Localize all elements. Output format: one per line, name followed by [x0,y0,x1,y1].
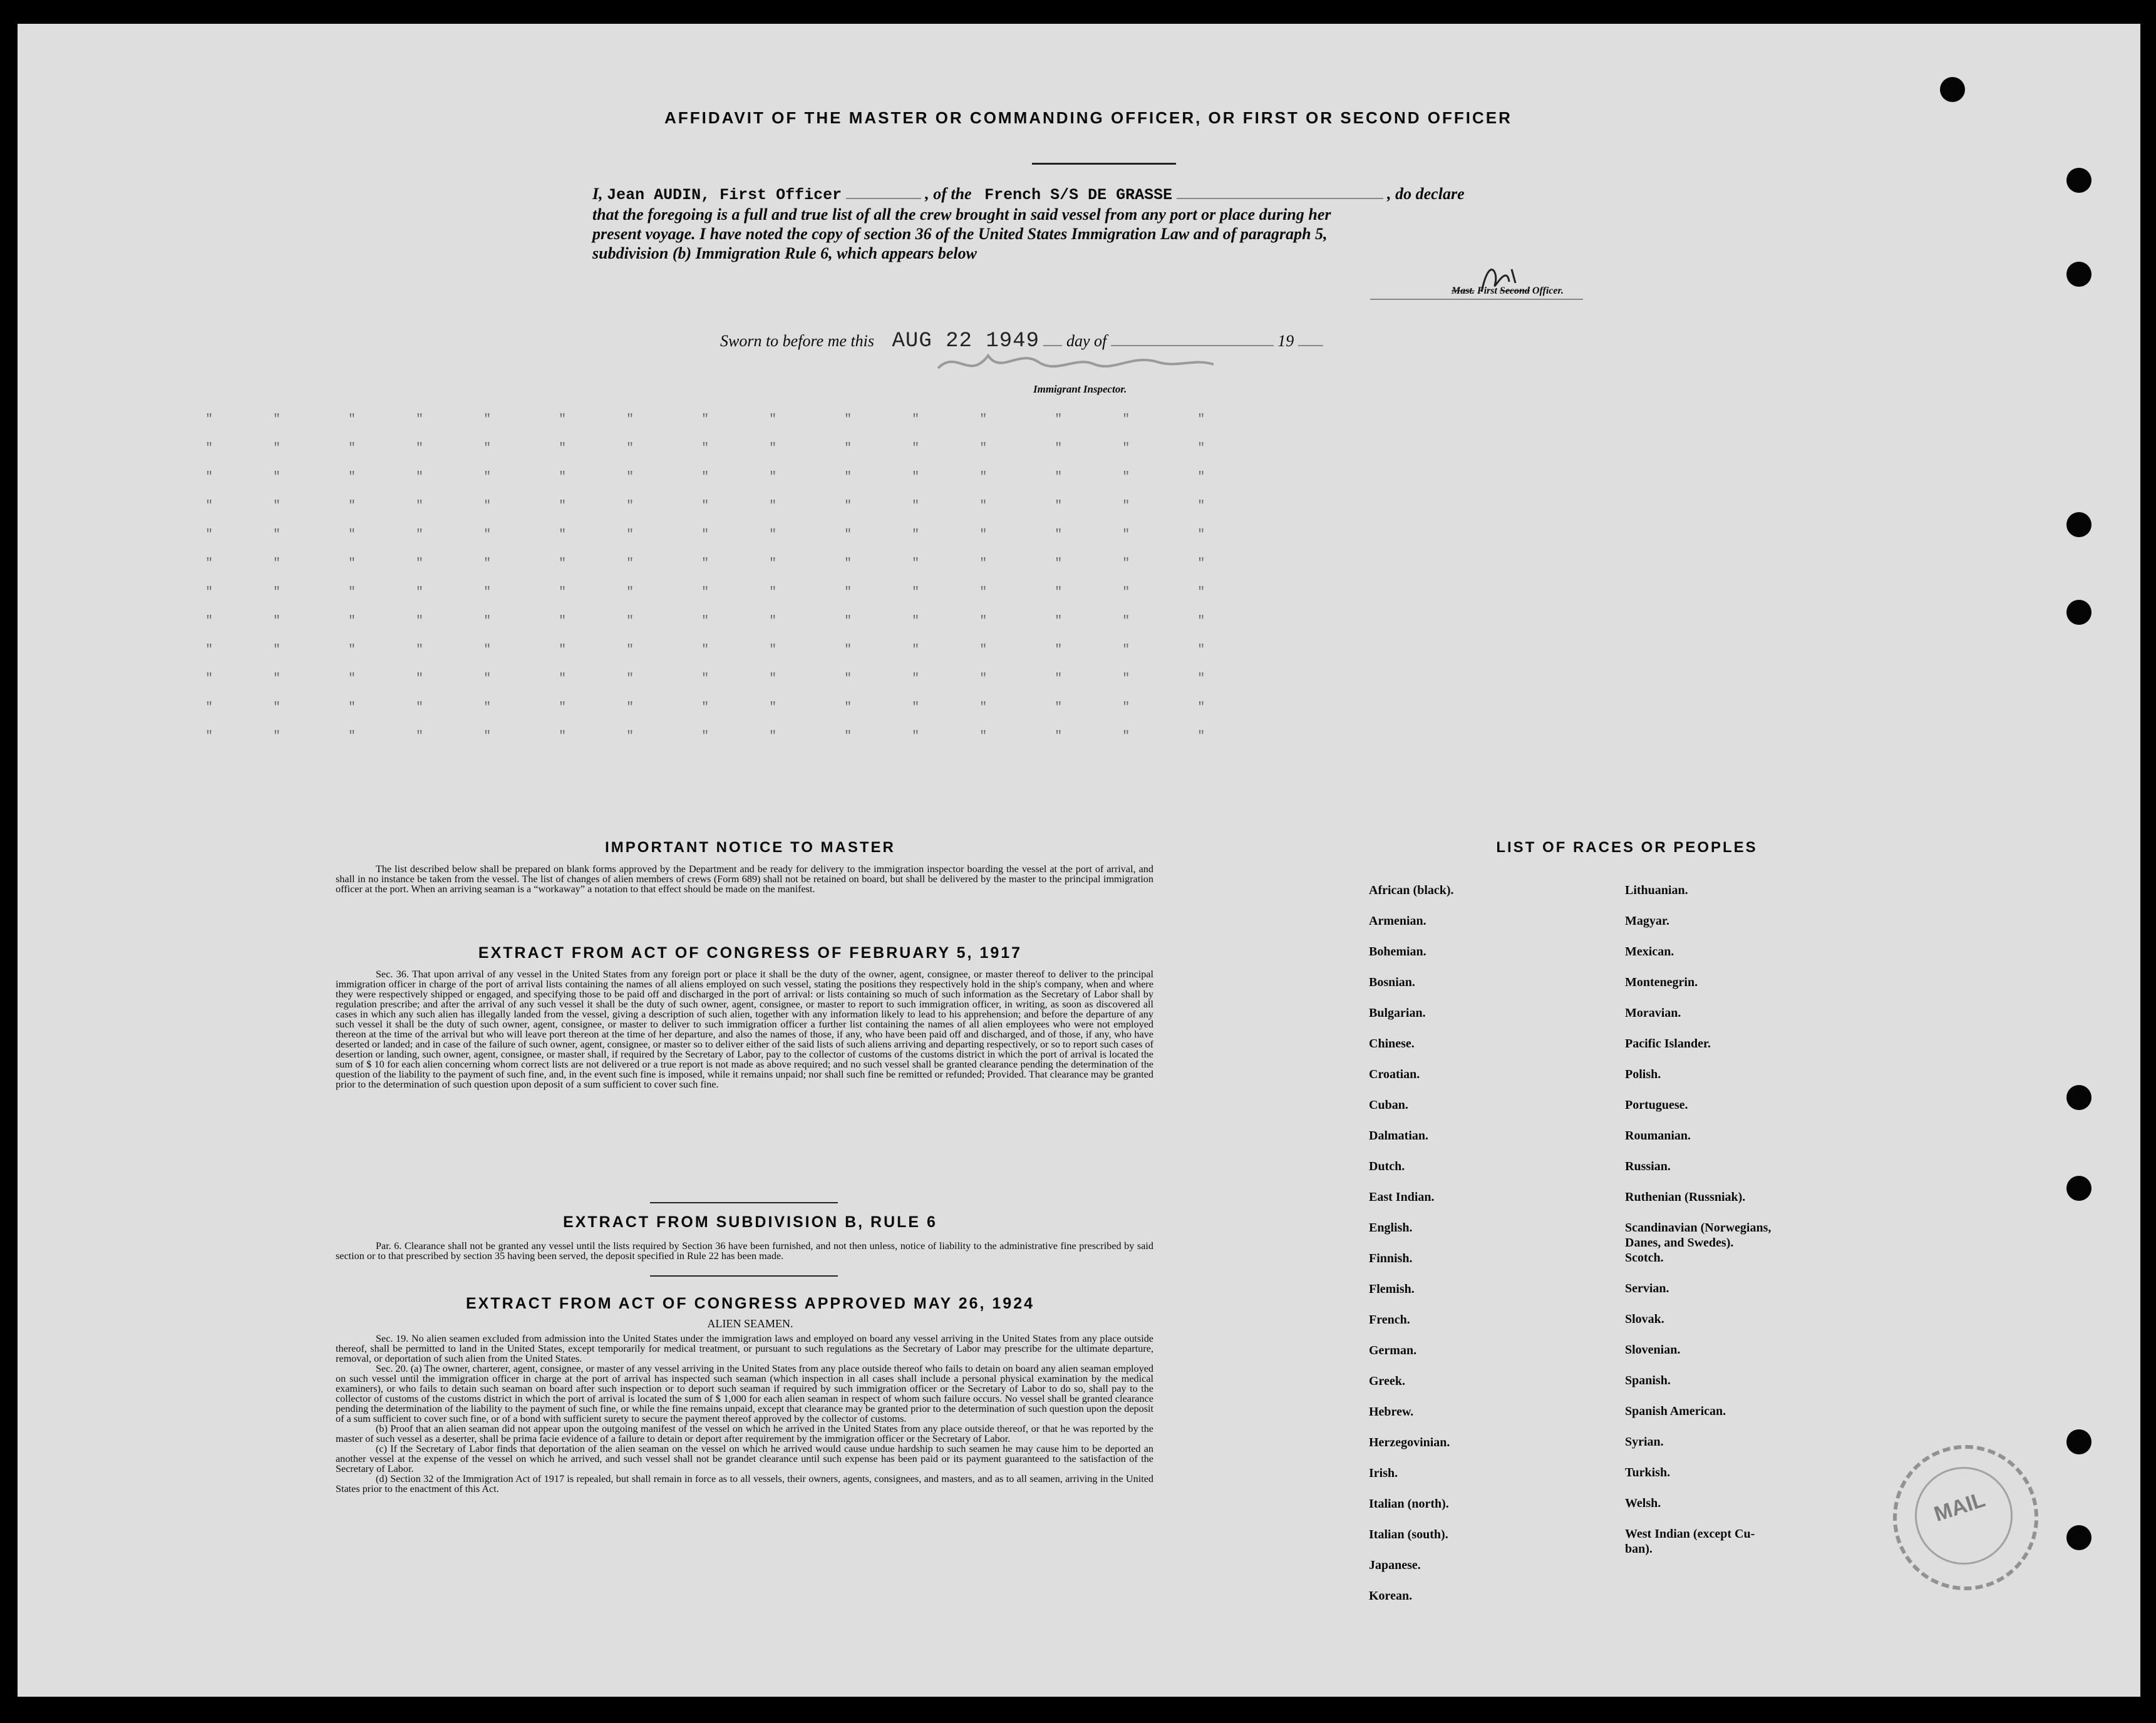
inspector-scribble [932,343,1245,387]
signature-scribble [1370,262,1596,306]
punch-hole [2066,512,2092,537]
race-item: West Indian (except Cu- [1625,1527,1755,1541]
declaration [592,184,1607,263]
race-item: Chinese. [1369,1037,1415,1051]
race-item: Scotch. [1625,1251,1664,1265]
race-item: Montenegrin. [1625,975,1698,989]
race-item: Finnish. [1369,1252,1413,1265]
race-item: Spanish American. [1625,1404,1726,1418]
officer-signature [1370,262,1596,306]
race-item: Japanese. [1369,1558,1421,1572]
declaration-line-4: subdivision (b) Immigration Rule 6, which appears below [592,244,977,262]
subdivision-b-body: Par. 6. Clearance shall not be granted any vessel until the lists required by Section 36 have been furnished, and not then unless, notice of liability to the administrative fine prescribed by said section or to that prescribed by section 35 having been served, the deposit specified in Rule 22 has been made. [336,1240,1153,1262]
pronoun: I, [592,185,603,203]
race-item: English. [1369,1221,1413,1235]
race-item: Slovenian. [1625,1343,1681,1357]
race-item: Mexican. [1625,945,1674,959]
race-item: Armenian. [1369,914,1426,928]
race-item: French. [1369,1313,1410,1327]
extract-1917-heading: EXTRACT FROM ACT OF CONGRESS OF FEBRUARY 5, 1917 [478,944,1023,962]
race-item: Turkish. [1625,1466,1671,1479]
declaration-line-2: that the foregoing is a full and true list of all the crew brought in said vessel from any port or place during her [592,205,1331,224]
race-item: Polish. [1625,1067,1661,1081]
race-item: Pacific Islander. [1625,1037,1711,1051]
extract-1917-body: Sec. 36. That upon arrival of any vessel in the United States from any foreign port or place it shall be the duty of the owner, agent, consignee, or master thereof to deliver to the principal immigration officer in charge of the port of arrival lists containing the names of all aliens employed on such vessel, stating the positions they respectively hold in the ship's company, when and where they were respectively shipped or engaged, and specifying those to be paid off and discharged in the port of arrival: or lists containing so much of such information as the Secretary of Labor shall by regulation prescribe; and after the arrival of any such vessel it shall be the duty of such owner, agent, consignee, or master to report to such immigration officer, in writing, as soon as discovered all cases in which any such alien has illegally landed from the vessel, giving a description of such alien, together with any information likely to lead to his apprehension; and before the departure of any such vessel it shall be the duty of such owner, agent, consignee, or master to deliver to such immigration officer a further list containing the names of all alien employees who were not employed thereon at the time of the arrival but who will leave port thereon at the time of her departure, and also the names of those, if any, who have been paid off and discharged, and of those, if any, who have deserted or landed; and in case of the failure of such owner, agent, consignee, or master so to deliver either of the said lists of such aliens arriving and departing respectively, or so to report such cases of desertion or landing, such owner, agent, consignee, or master shall, if required by the Secretary of Labor, pay to the collector of customs of the customs district in which the port of arrival is located the sum of $ 10 for each alien concerning whom correct lists are not delivered or a true report is not made as above required; and no such vessel shall be granted clearance pending the determination of the question of the liability to the payment of such fine, and, in the event such fine is imposed, while it remains unpaid; nor shall such fine be remitted or refunded; Provided. That clearance may be granted prior to the determination of such question upon deposit of a sum sufficient to cover such fine. [336,969,1153,1090]
declare-text: , do declare [1387,185,1465,203]
race-item: Croatian. [1369,1067,1420,1081]
paragraph: (c) If the Secretary of Labor finds that deportation of the alien seaman on the vessel on which he arrived would cause undue hardship to such seamen he may cause him to be deported an another vessel at the expense of the vessel on which he arrived, and such vessel shall not be grandet clearance until such expense has been paid or its payment guaranteed to the satisfaction of the Secretary of Labor. [336,1443,1153,1474]
punch-hole [2066,600,2092,625]
race-item: Bohemian. [1369,945,1426,959]
inspector-label: Immigrant Inspector. [1033,383,1127,395]
officer-name: Jean AUDIN, First Officer [607,186,842,204]
races-right-column [1625,883,1863,1556]
race-item: Syrian. [1625,1435,1664,1449]
divider [650,1275,838,1277]
race-item: Welsh. [1625,1496,1661,1510]
race-item: Ruthenian (Russniak). [1625,1190,1746,1204]
bleed-through-marks: " " " " " " " " " " " " " " " " " " " " " " " " " " " " " " " " " " " " " " " " " " " " " " " " " " " " " " " " " " " " " " " " " " " " " " " " " " " " " " " " " " " " " " " " " " " " " " " " " " " " " " " " " " " " " " " " " " " " " " " " " " " " " " " " " " " " " " " " " " " " " " " " " " " " " " " " " " " " " " " " " " " " " " " " " " " " " " " " " " " " [205,413,1205,744]
race-item: Slovak. [1625,1312,1664,1326]
race-item: Dutch. [1369,1160,1405,1173]
punch-hole [2066,262,2092,287]
race-item: Bosnian. [1369,975,1415,989]
title-underline [1032,163,1176,165]
divider [650,1202,838,1203]
punch-hole [2066,168,2092,193]
race-item: Servian. [1625,1282,1669,1295]
race-item: Korean. [1369,1589,1413,1603]
paragraph: Sec. 20. (a) The owner, charterer, agent, consignee, or master of any vessel arriving in the United States from any place outside thereof who fails to detain on board any alien seaman employed on such vessel until the immigration officer in charge at the port of arrival has inspected such seaman (which inspection in all cases shall include a personal physical examination by the medical examiners), or who fails to detain such seaman on board after such inspection or to deport such seaman if required by such immigration officer or the Secretary of Labor to do so, shall pay to the collector of customs of the customs district in which the port of arrival is located the sum of $ 1,000 for each alien seaman in respect of whom such failure occurs. No vessel shall be granted clearance pending the determination of the liability to the payment of such fine, or while the fine remains unpaid, except that clearance may be granted prior to the determination of such question upon the deposit of a sum sufficient to cover such fine, or of a bond with sufficient surety to secure the payment thereof approved by the collector of customs. [336,1363,1153,1424]
race-item: Spanish. [1625,1374,1671,1387]
postmark-text: MAIL [1931,1488,1988,1526]
blank-line [846,198,921,199]
race-item: Roumanian. [1625,1129,1691,1143]
punch-hole [2066,1429,2092,1454]
punch-hole [2066,1525,2092,1550]
extract-1924-heading: EXTRACT FROM ACT OF CONGRESS APPROVED MAY 26, 1924 [465,1295,1035,1312]
race-item: Danes, and Swedes). [1625,1236,1734,1250]
race-item: Magyar. [1625,914,1669,928]
manifest-page [18,24,2140,1697]
race-item: Bulgarian. [1369,1006,1426,1020]
vessel-name: French S/S DE GRASSE [984,186,1173,204]
punch-hole [2066,1085,2092,1110]
race-item: Italian (north). [1369,1497,1449,1511]
blank-line [1177,198,1383,199]
day-of-text: day of [1066,332,1107,350]
race-item: Scandinavian (Norwegians, [1625,1221,1772,1235]
inspector-signature [932,343,1245,387]
extract-1924-body [336,1334,1153,1494]
race-item: Irish. [1369,1466,1398,1480]
race-item: ban). [1625,1542,1653,1556]
race-item: Hebrew. [1369,1405,1414,1419]
race-item: Lithuanian. [1625,883,1688,897]
race-item: Herzegovinian. [1369,1436,1450,1449]
of-the-text: , of the [925,185,972,203]
race-item: African (black). [1369,883,1454,897]
race-item: East Indian. [1369,1190,1435,1204]
alien-seamen-subheading: ALIEN SEAMEN. [707,1317,793,1330]
race-item: Flemish. [1369,1282,1415,1296]
paragraph: Sec. 19. No alien seamen excluded from admission into the United States under the immigration laws and employed on board any vessel arriving in the United States from any place outside thereof, shall be permitted to land in the United States, except temporarily for medical treatment, or pursuant to such regulations as the Secretary of Labor may prescribe for the ultimate departure, removal, or deportation of such alien from the United States. [336,1333,1153,1364]
paragraph: (b) Proof that an alien seaman did not appear upon the outgoing manifest of the vessel on which he arrived in the United States from any place outside thereof, or that he was reported by the master of such vessel as a deserter, shall be prima facie evidence of a failure to detain or deport after requirement by the immigration officer or the Secretary of Labor. [336,1423,1153,1444]
subdivision-b-heading: EXTRACT FROM SUBDIVISION B, RULE 6 [563,1213,937,1231]
race-item: Italian (south). [1369,1528,1448,1541]
notice-body: The list described below shall be prepared on blank forms approved by the Department and be ready for delivery to the immigration inspector boarding the vessel at the port of arrival, and shall in no instance be taken from the vessel. The list of changes of alien members of crews (Form 689) shall not be retained on board, but shall be delivered by the master to the principal immigration officer at the port. When an arriving seaman is a “workaway” a notation to that effect should be made on the manifest. [336,863,1153,895]
race-item: Moravian. [1625,1006,1681,1020]
declaration-line-3: present voyage. I have noted the copy of section 36 of the United States Immigration Law and of paragraph 5, [592,225,1328,243]
race-item: Portuguese. [1625,1098,1688,1112]
race-item: Dalmatian. [1369,1129,1428,1143]
race-item: Cuban. [1369,1098,1408,1112]
blank-line [1298,345,1323,346]
race-item: Russian. [1625,1160,1671,1173]
notice-heading: IMPORTANT NOTICE TO MASTER [605,839,895,856]
race-item: Greek. [1369,1374,1405,1388]
races-left-column [1369,883,1569,1619]
affidavit-title: AFFIDAVIT OF THE MASTER OR COMMANDING OFFICER, OR FIRST OR SECOND OFFICER [664,108,1512,127]
sworn-date-stamp: AUG 22 1949 [892,329,1039,353]
paragraph: (d) Section 32 of the Immigration Act of 1917 is repealed, but shall remain in force as to all vessels, their owners, agents, consignees, and masters, and as to all seamen, arriving in the United States prior to the enactment of this Act. [336,1473,1153,1494]
sworn-text: Sworn to before me this [720,332,875,350]
signature-label: Mast. First Second Officer. [1452,285,1564,296]
races-heading: LIST OF RACES OR PEOPLES [1496,839,1758,856]
punch-hole [1940,77,1965,102]
race-item: German. [1369,1344,1417,1357]
year-prefix: 19 [1277,332,1294,350]
punch-hole [2066,1176,2092,1201]
